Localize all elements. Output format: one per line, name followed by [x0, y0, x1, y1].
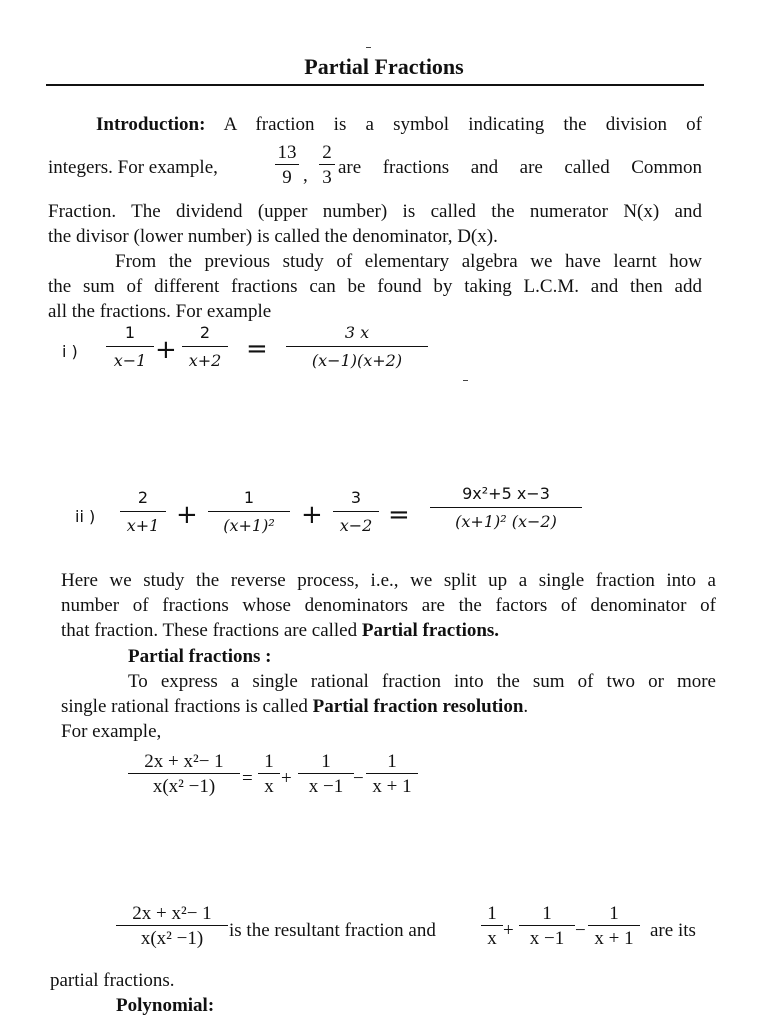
- fraction-bar: [298, 773, 354, 774]
- example-3-term-a: [258, 752, 280, 796]
- denominator: 9: [282, 167, 292, 188]
- title-underline: [46, 84, 704, 86]
- reverse-line-3-text: that fraction. These fractions are called: [61, 620, 362, 641]
- denominator: x+2: [188, 351, 222, 370]
- example-3-term-b: [298, 752, 354, 796]
- comma: ,: [303, 165, 308, 186]
- example-2-label: ii ): [75, 507, 96, 526]
- intro-line-1: [96, 114, 702, 136]
- numerator: 1: [487, 903, 497, 924]
- numerator: 1: [609, 903, 619, 924]
- partial-fractions-heading: Partial fractions :: [128, 646, 272, 667]
- resolution-term: Partial fraction resolution: [312, 696, 524, 717]
- denominator: x + 1: [594, 928, 634, 949]
- denominator: x(x² −1): [140, 928, 204, 949]
- example-4-line-2: partial fractions.: [50, 970, 175, 991]
- fraction-bar: [481, 925, 503, 926]
- numerator: 1: [264, 751, 274, 772]
- partial-line-1: To express a single rational fraction into the sum of two or more: [128, 671, 716, 692]
- fraction-bar: [430, 507, 582, 508]
- equals-sign: =: [388, 500, 410, 530]
- denominator: x−1: [113, 351, 147, 370]
- intro-line-3: Fraction. The dividend (upper number) is called the numerator N(x) and: [48, 201, 702, 222]
- fraction-bar: [208, 511, 290, 512]
- example-2-term-2: [208, 490, 290, 534]
- numerator: 2x + x²− 1: [132, 903, 212, 924]
- numerator: 9x²+5 x−3: [462, 484, 550, 503]
- fraction-bar: [106, 346, 154, 347]
- example-1-term-1: [106, 325, 154, 369]
- fraction-bar: [275, 164, 299, 165]
- intro-line-7: all the fractions. For example: [48, 301, 272, 322]
- denominator: (x+1)²: [223, 516, 275, 535]
- equals-sign: =: [242, 768, 253, 789]
- intro-line-4: the divisor (lower number) is called the denominator, D(x).: [48, 226, 498, 247]
- plus-sign: +: [301, 500, 323, 530]
- denominator: (x+1)² (x−2): [455, 512, 557, 531]
- reverse-line-2: number of fractions whose denominators are the factors of denominator of: [61, 595, 716, 616]
- example-3-lhs: [128, 752, 240, 796]
- intro-line-5: From the previous study of elementary algebra we have learnt how: [115, 251, 702, 272]
- denominator: x −1: [529, 928, 565, 949]
- fraction-bar: [333, 511, 379, 512]
- minus-sign: −: [353, 768, 364, 789]
- example-4-text: is the resultant fraction and: [229, 920, 436, 941]
- fraction-bar: [258, 773, 280, 774]
- example-4-term-a: [481, 904, 503, 948]
- fraction-bar: [116, 925, 228, 926]
- example-2-result: [430, 486, 582, 530]
- fraction-bar: [128, 773, 240, 774]
- partial-line-2: [61, 696, 528, 718]
- example-1-result: [286, 325, 428, 369]
- fraction-13-9: [275, 143, 299, 187]
- denominator: x(x² −1): [152, 776, 216, 797]
- numerator: 1: [387, 751, 397, 772]
- fraction-2-3: [319, 143, 335, 187]
- example-2-term-3: [333, 490, 379, 534]
- numerator: 2x + x²− 1: [144, 751, 224, 772]
- partial-fractions-term: Partial fractions.: [361, 620, 500, 641]
- numerator: 2: [199, 323, 211, 342]
- numerator: 3 x: [344, 323, 370, 342]
- denominator: x: [264, 776, 274, 797]
- equals-sign: =: [246, 334, 268, 364]
- numerator: 1: [124, 323, 136, 342]
- numerator: 1: [243, 488, 255, 507]
- plus-sign: +: [281, 768, 292, 789]
- numerator: 2: [137, 488, 149, 507]
- intro-line-1-text: A fraction is a symbol indicating the division of: [223, 114, 702, 135]
- example-1-term-2: [182, 325, 228, 369]
- denominator: (x−1)(x+2): [311, 351, 403, 370]
- numerator: 13: [277, 142, 297, 163]
- numerator: 3: [350, 488, 362, 507]
- plus-sign: +: [155, 335, 177, 365]
- partial-line-3: For example,: [61, 721, 162, 742]
- intro-line-2-end: are fractions and are called Common: [338, 157, 702, 178]
- denominator: x+1: [126, 516, 160, 535]
- fraction-bar: [286, 346, 428, 347]
- intro-heading: Introduction:: [96, 114, 206, 135]
- example-3-term-c: [366, 752, 418, 796]
- numerator: 1: [542, 903, 552, 924]
- example-4-text-end: are its: [650, 920, 696, 941]
- fraction-bar: [519, 925, 575, 926]
- example-2-term-1: [120, 490, 166, 534]
- example-4-term-b: [519, 904, 575, 948]
- example-4-term-c: [588, 904, 640, 948]
- fraction-bar: [182, 346, 228, 347]
- denominator: x + 1: [372, 776, 412, 797]
- example-1-label: i ): [62, 342, 78, 361]
- denominator: x −1: [308, 776, 344, 797]
- example-4-lhs: [116, 904, 228, 948]
- fraction-bar: [588, 925, 640, 926]
- polynomial-heading: Polynomial:: [116, 995, 215, 1016]
- reverse-line-3: [61, 620, 499, 642]
- stray-mark: [463, 380, 468, 381]
- minus-sign: −: [575, 920, 586, 941]
- intro-line-2-start: integers. For example,: [48, 157, 218, 178]
- fraction-bar: [366, 773, 418, 774]
- fraction-bar: [120, 511, 166, 512]
- numerator: 2: [322, 142, 332, 163]
- denominator: 3: [322, 167, 332, 188]
- reverse-line-1: Here we study the reverse process, i.e., we split up a single fraction into a: [61, 570, 716, 591]
- period: .: [523, 696, 529, 717]
- denominator: x: [487, 928, 497, 949]
- partial-line-2-text: single rational fractions is called: [61, 696, 313, 717]
- plus-sign: +: [176, 500, 198, 530]
- numerator: 1: [321, 751, 331, 772]
- stray-mark: [366, 47, 371, 48]
- intro-line-6: the sum of different fractions can be found by taking L.C.M. and then add: [48, 276, 702, 297]
- page-title: Partial Fractions: [304, 54, 464, 79]
- plus-sign: +: [503, 920, 514, 941]
- fraction-bar: [319, 164, 335, 165]
- denominator: x−2: [339, 516, 373, 535]
